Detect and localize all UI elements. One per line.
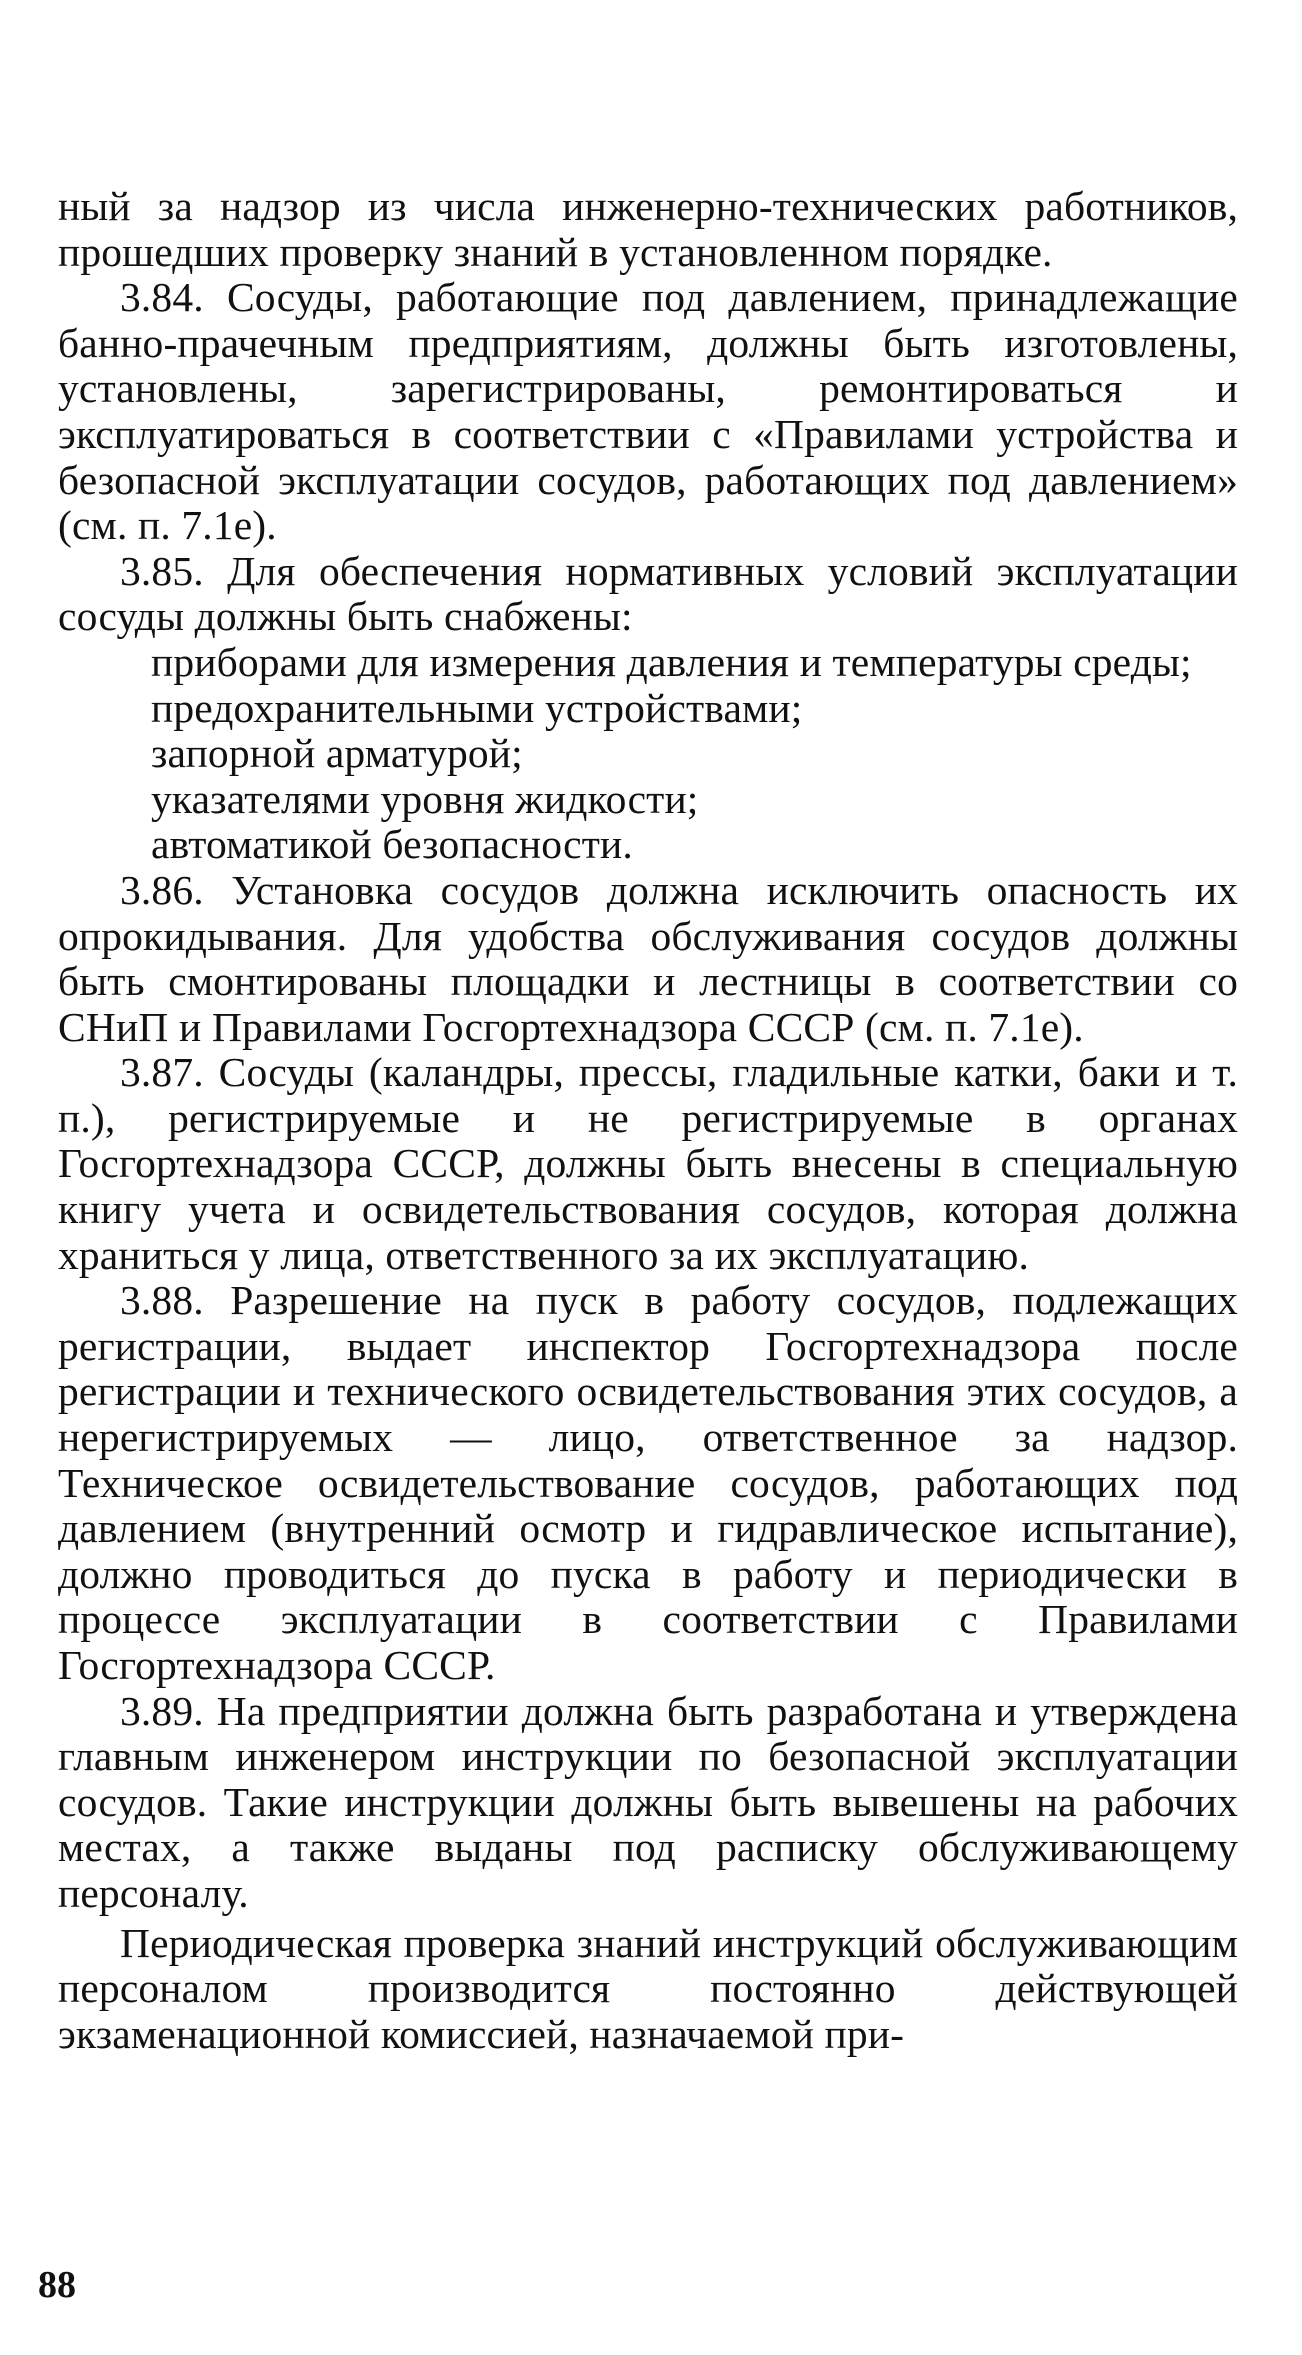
paragraph-continuation: ный за надзор из числа инженерно-технических работников, прошедших проверку знаний в установленном порядке. [58,183,1238,275]
paragraph-3-89: 3.89. На предприятии должна быть разработана и утверждена главным инженером инструкции по безопасной эксплуатации сосудов. Такие инструкции должны быть вывешены на рабочих местах, а также выданы под расписку обслуживающему персоналу. [58,1687,1238,1916]
list-item-pressure-instruments: приборами для измерения давления и температуры среды; [151,638,1192,685]
paragraph-3-84: 3.84. Сосуды, работающие под давлением, принадлежащие банно-прачечным предприятиям, должны быть изготовлены, установлены, зарегистрированы, ремонтироваться и эксплуатироваться в соответствии с «Правилами устройства и безопасной эксплуатации сосудов, работающих под давлением» (см. п. 7.1е). [58,274,1238,549]
document-body [58,184,1238,2057]
document-page [58,184,1238,2284]
paragraph-periodic-check: Периодическая проверка знаний инструкций обслуживающим персоналом производится постоянно действующей экзаменационной комиссией, назначаемой при- [58,1919,1238,2057]
paragraph-3-87: 3.87. Сосуды (каландры, прессы, гладильные катки, баки и т. п.), регистрируемые и не регистрируемые в органах Госгортехнадзора СССР, должны быть внесены в специальную книгу учета и освидетельствования сосудов, которая должна храниться у лица, ответственного за их эксплуатацию. [58,1049,1238,1278]
list-item-shutoff-valves: запорной арматурой; [151,730,523,777]
paragraph-3-86: 3.86. Установка сосудов должна исключить опасность их опрокидывания. Для удобства обслуживания сосудов должны быть смонтированы площадки и лестницы в соответствии со СНиП и Правилами Госгортехнадзора СССР (см. п. 7.1е). [58,866,1238,1050]
list-item-safety-devices: предохранительными устройствами; [151,684,803,731]
list-item-liquid-level-indicators: указателями уровня жидкости; [151,775,699,822]
paragraph-3-85: 3.85. Для обеспечения нормативных условий эксплуатации сосуды должны быть снабжены: [58,547,1238,640]
page-number: 88 [38,2264,76,2306]
paragraph-3-88: 3.88. Разрешение на пуск в работу сосудов, подлежащих регистрации, выдает инспектор Госгортехнадзора после регистрации и технического освидетельствования этих сосудов, а нерегистрируемых — лицо, ответственное за надзор. Техническое освидетельствование сосудов, работающих под давлением (внутренний осмотр и гидравлическое испытание), должно проводиться до пуска в работу и периодически в процессе эксплуатации в соответствии с Правилами Госгортехнадзора СССР. [58,1277,1238,1688]
list-item-safety-automation: автоматикой безопасности. [151,821,633,868]
